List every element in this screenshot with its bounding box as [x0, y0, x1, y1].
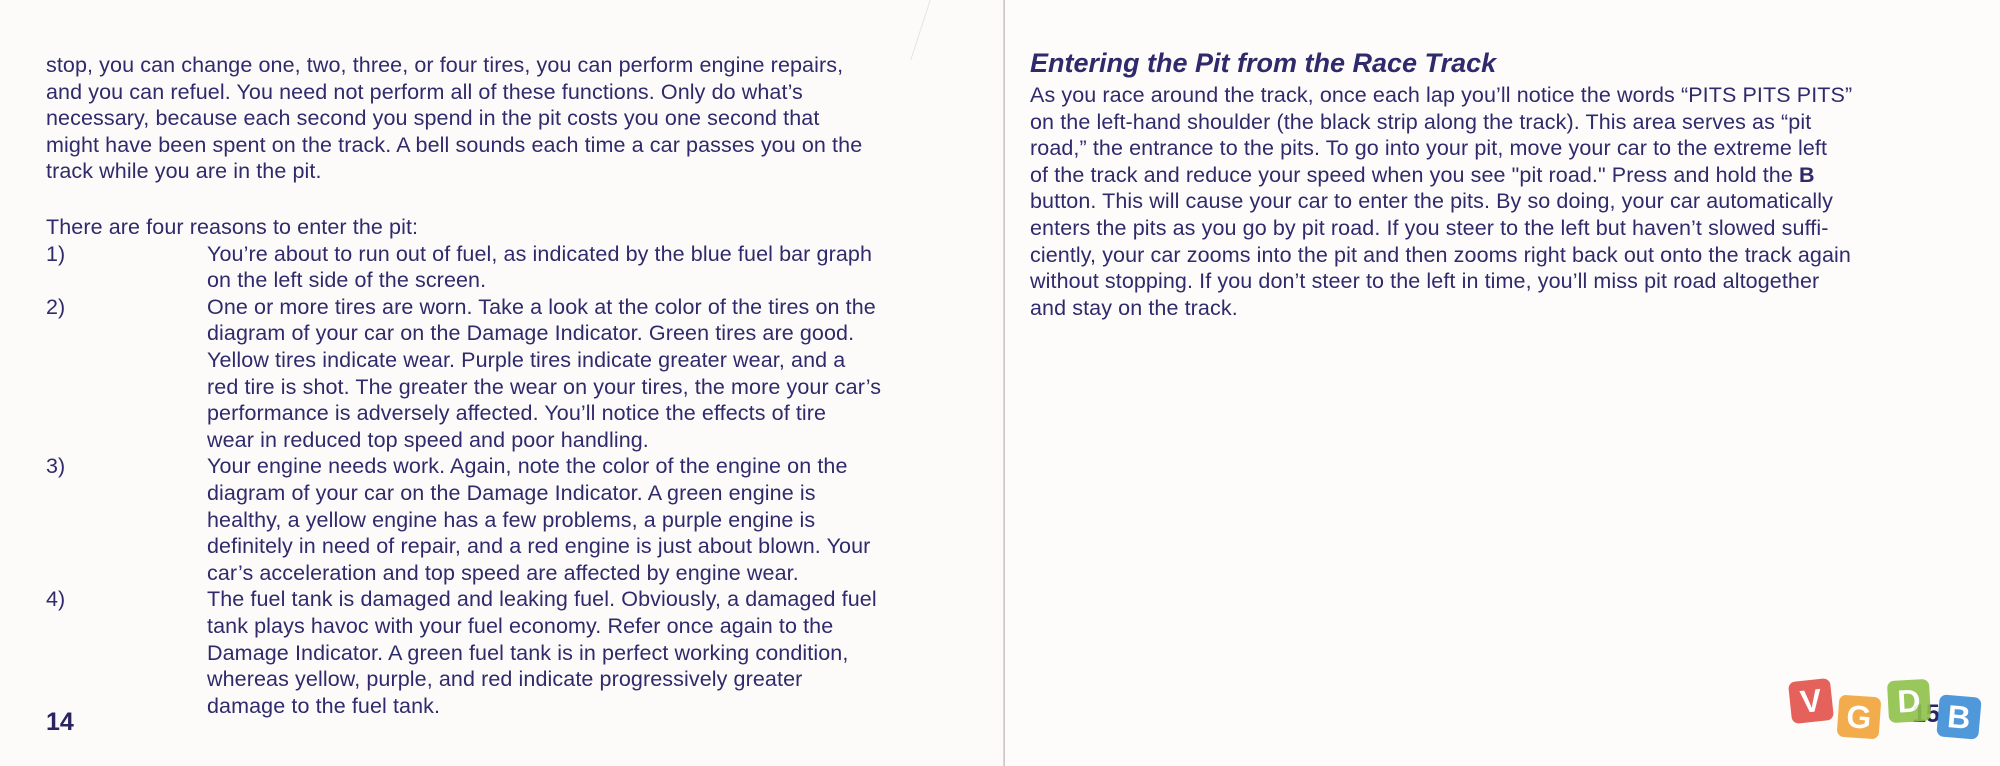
- reason-line: diagram of your car on the Damage Indicator. A green engine is: [207, 480, 816, 505]
- reason-text: [207, 241, 872, 294]
- watermark-tile: V: [1788, 678, 1834, 724]
- reasons-section: [46, 214, 881, 719]
- reason-line: on the left side of the screen.: [207, 268, 487, 293]
- reason-line: car’s acceleration and top speed are affected by engine wear.: [207, 560, 799, 585]
- reason-item-2: [46, 294, 881, 454]
- paper-crease: [870, 0, 930, 60]
- body-line: on the left-hand shoulder (the black strip along the track). This area serves as “pit: [1030, 109, 1812, 134]
- reason-line: performance is adversely affected. You’ll notice the effects of tire: [207, 401, 827, 426]
- reason-line: healthy, a yellow engine has a few problems, a purple engine is: [207, 507, 816, 532]
- reason-text: [207, 586, 877, 719]
- body-line: road,” the entrance to the pits. To go into your pit, move your car to the extreme left: [1030, 136, 1828, 161]
- button-b-key: B: [1798, 162, 1815, 187]
- reason-line: diagram of your car on the Damage Indicator. Green tires are good.: [207, 321, 855, 346]
- reason-text: [207, 453, 870, 586]
- body-line: [1030, 162, 1852, 189]
- reasons-intro: There are four reasons to enter the pit:: [46, 215, 419, 239]
- body-line: As you race around the track, once each lap you’ll notice the words “PITS PITS PITS”: [1030, 83, 1853, 107]
- reason-line: Yellow tires indicate wear. Purple tires indicate greater wear, and a: [207, 347, 846, 372]
- reason-line: The fuel tank is damaged and leaking fuel. Obviously, a damaged fuel: [207, 587, 877, 612]
- reason-item-3: [46, 453, 881, 586]
- body-line: enters the pits as you go by pit road. If you steer to the left but haven’t slowed suffi-: [1030, 215, 1829, 240]
- reason-text: [207, 294, 881, 454]
- section-body: [1030, 82, 1852, 321]
- reason-line: whereas yellow, purple, and red indicate progressively greater: [207, 667, 803, 692]
- reason-line: You’re about to run out of fuel, as indicated by the blue fuel bar graph: [207, 241, 873, 266]
- body-line: button. This will cause your car to enter the pits. By so doing, your car automatically: [1030, 189, 1833, 214]
- reason-line: Your engine needs work. Again, note the color of the engine on the: [207, 454, 848, 479]
- reason-item-4: [46, 586, 881, 719]
- reason-item-1: [46, 241, 881, 294]
- section-heading: Entering the Pit from the Race Track: [1030, 48, 1497, 78]
- body-line: and stay on the track.: [1030, 295, 1238, 320]
- reason-line: damage to the fuel tank.: [207, 693, 441, 718]
- body-line-text: of the track and reduce your speed when you see "pit road." Press and hold the: [1030, 162, 1799, 187]
- reason-line: wear in reduced top speed and poor handling.: [207, 427, 649, 452]
- reason-line: One or more tires are worn. Take a look at the color of the tires on the: [207, 294, 876, 319]
- intro-line: stop, you can change one, two, three, or four tires, you can perform engine repairs,: [46, 53, 844, 77]
- reason-line: red tire is shot. The greater the wear on your tires, the more your car’s: [207, 374, 882, 399]
- reason-number: 1): [46, 241, 66, 266]
- intro-paragraph: [46, 52, 862, 185]
- reason-line: Damage Indicator. A green fuel tank is in perfect working condition,: [207, 640, 849, 665]
- body-line: ciently, your car zooms into the pit and then zooms right back out onto the track again: [1030, 242, 1851, 267]
- watermark-tile: G: [1837, 695, 1882, 740]
- reason-number: 3): [46, 454, 66, 479]
- page-number-left: 14: [46, 708, 74, 736]
- intro-line: might have been spent on the track. A bell sounds each time a car passes you on the: [46, 132, 863, 157]
- intro-line: necessary, because each second you spend in the pit costs you one second that: [46, 106, 820, 131]
- reason-line: tank plays havoc with your fuel economy. Refer once again to the: [207, 613, 834, 638]
- intro-line: track while you are in the pit.: [46, 159, 322, 184]
- reason-line: definitely in need of repair, and a red engine is just about blown. Your: [207, 534, 871, 559]
- body-line: without stopping. If you don’t steer to the left in time, you’ll miss pit road altogether: [1030, 269, 1820, 294]
- reason-number: 4): [46, 587, 66, 612]
- watermark-tile: D: [1887, 679, 1931, 723]
- intro-line: and you can refuel. You need not perform all of these functions. Only do what’s: [46, 79, 803, 104]
- vgdb-watermark-logo: [1790, 680, 1988, 748]
- watermark-tile: B: [1936, 694, 1982, 740]
- reason-number: 2): [46, 294, 66, 319]
